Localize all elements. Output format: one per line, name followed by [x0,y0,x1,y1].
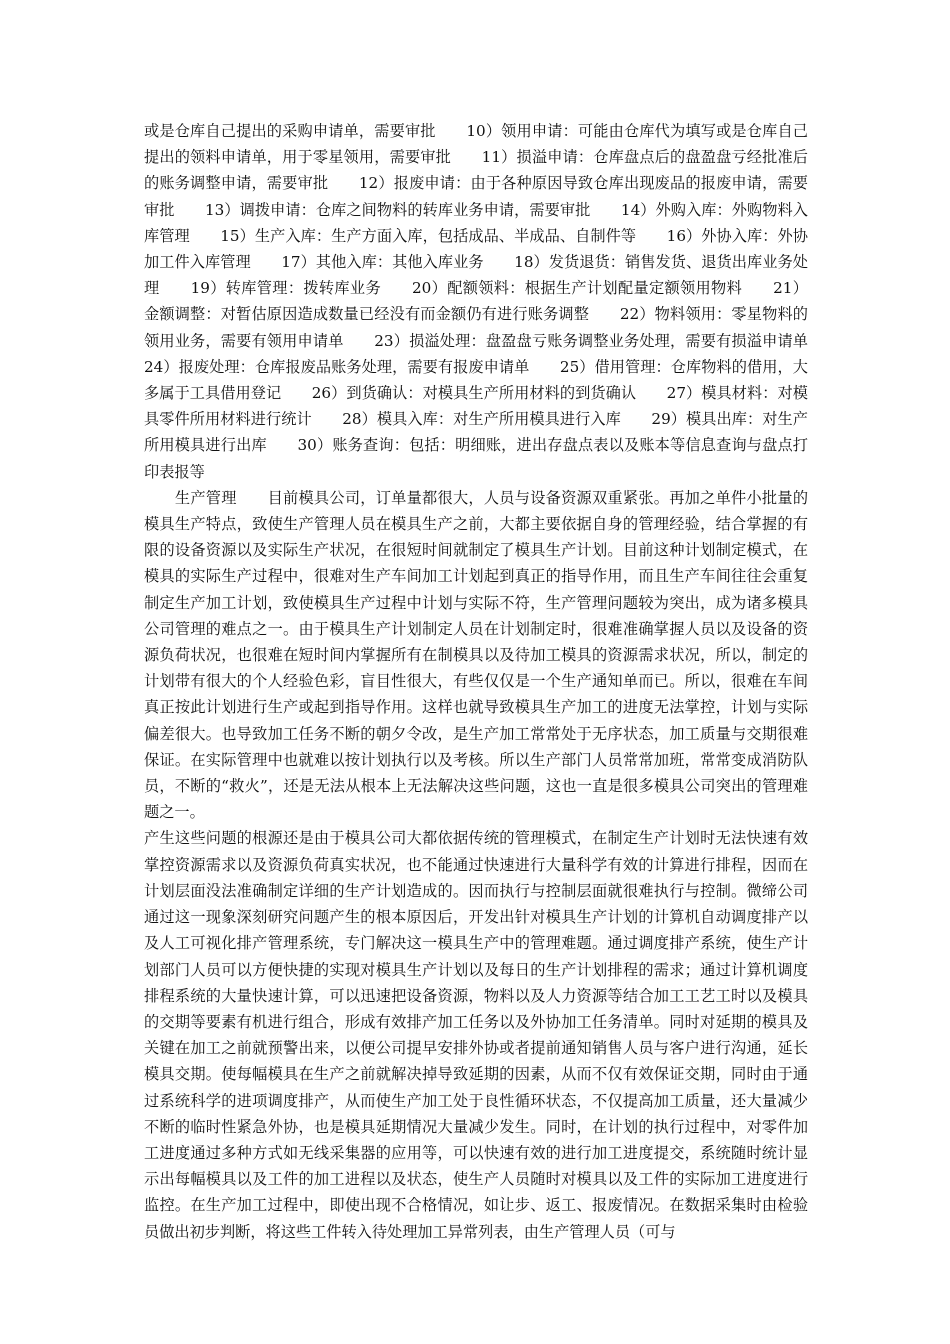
paragraph-scheduling-system: 产生这些问题的根源还是由于模具公司大都依据传统的管理模式，在制定生产计划时无法快速有效掌控资源需求以及资源负荷真实状况，也不能通过快速进行大量科学有效的计算进行排程，因而在计划层面没法准确制定详细的生产计划造成的。因而执行与控制层面就很难执行与控制。微缔公司通过这一现象深刻研究问题产生的根本原因后，开发出针对模具生产计划的计算机自动调度排产以及人工可视化排产管理系统，专门解决这一模具生产中的管理难题。通过调度排产系统，使生产计划部门人员可以方便快捷的实现对模具生产计划以及每日的生产计划排程的需求；通过计算机调度排程系统的大量快速计算，可以迅速把设备资源，物料以及人力资源等结合加工工艺工时以及模具的交期等要素有机进行组合，形成有效排产加工任务以及外协加工任务清单。同时对延期的模具及关键在加工之前就预警出来，以便公司提早安排外协或者提前通知销售人员与客户进行沟通，延长模具交期。使每幅模具在生产之前就解决掉导致延期的因素，从而不仅有效保证交期，同时由于通过系统科学的进项调度排产，从而使生产加工处于良性循环状态，不仅提高加工质量，还大量减少不断的临时性紧急外协，也是模具延期情况大量减少发生。同时，在计划的执行过程中，对零件加工进度通过多种方式如无线采集器的应用等，可以快速有效的进行加工进度提交，系统随时统计显示出每幅模具以及工件的加工进程以及状态，使生产人员随时对模具以及工件的实际加工进度进行监控。在生产加工过程中，即使出现不合格情况，如让步、返工、报废情况。在数据采集时由检验员做出初步判断，将这些工件转入待处理加工异常列表，由生产管理人员（可与 [144,829,808,1241]
document-page [144,118,839,1241]
paragraph-warehouse-items: 或是仓库自己提出的采购申请单，需要审批 10）领用申请：可能由仓库代为填写或是仓库自己提出的领料申请单，用于零星领用，需要审批 11）损溢申请：仓库盘点后的盘盈盘亏经批准后的账务调整申请，需要审批 12）报废申请：由于各种原因导致仓库出现废品的报废申请，需要审批 13）调拨申请：仓库之间物料的转库业务申请，需要审批 14）外购入库：外购物料入库管理 15）生产入库：生产方面入库，包括成品、半成品、自制件等 16）外协入库：外协加工件入库管理 17）其他入库：其他入库业务 18）发货退货：销售发货、退货出库业务处理 19）转库管理：拨转库业务 20）配额领料：根据生产计划配量定额领用物料 21）金额调整：对暂估原因造成数量已经没有而金额仍有进行账务调整 22）物料领用：零星物料的领用业务，需要有领用申请单 23）损溢处理：盘盈盘亏账务调整业务处理，需要有损溢申请单 24）报废处理：仓库报废品账务处理，需要有报废申请单 25）借用管理：仓库物料的借用，大多属于工具借用登记 26）到货确认：对模具生产所用材料的到货确认 27）模具材料：对模具零件所用材料进行统计 28）模具入库：对生产所用模具进行入库 29）模具出库：对生产所用模具进行出库 30）账务查询：包括：明细账，进出存盘点表以及账本等信息查询与盘点打印表报等 [144,122,839,481]
paragraph-production-management: 生产管理 目前模具公司，订单量都很大，人员与设备资源双重紧张。再加之单件小批量的模具生产特点，致使生产管理人员在模具生产之前，大都主要依据自身的管理经验，结合掌握的有限的设备资源以及实际生产状况，在很短时间就制定了模具生产计划。目前这种计划制定模式，在模具的实际生产过程中，很难对生产车间加工计划起到真正的指导作用，而且生产车间往往会重复制定生产加工计划，致使模具生产过程中计划与实际不符，生产管理问题较为突出，成为诸多模具公司管理的难点之一。由于模具生产计划制定人员在计划制定时，很难准确掌握人员以及设备的资源负荷状况，也很难在短时间内掌握所有在制模具以及待加工模具的资源需求状况，所以，制定的计划带有很大的个人经验色彩，盲目性很大，有些仅仅是一个生产通知单而已。所以，很难在车间真正按此计划进行生产或起到指导作用。这样也就导致模具生产加工的进度无法掌控，计划与实际偏差很大。也导致加工任务不断的朝夕令改，是生产加工常常处于无序状态，加工质量与交期很难保证。在实际管理中也就难以按计划执行以及考核。所以生产部门人员常常加班，常常变成消防队员，不断的“救火”，还是无法从根本上无法解决这些问题，这也一直是很多模具公司突出的管理难题之一。 [144,488,808,822]
